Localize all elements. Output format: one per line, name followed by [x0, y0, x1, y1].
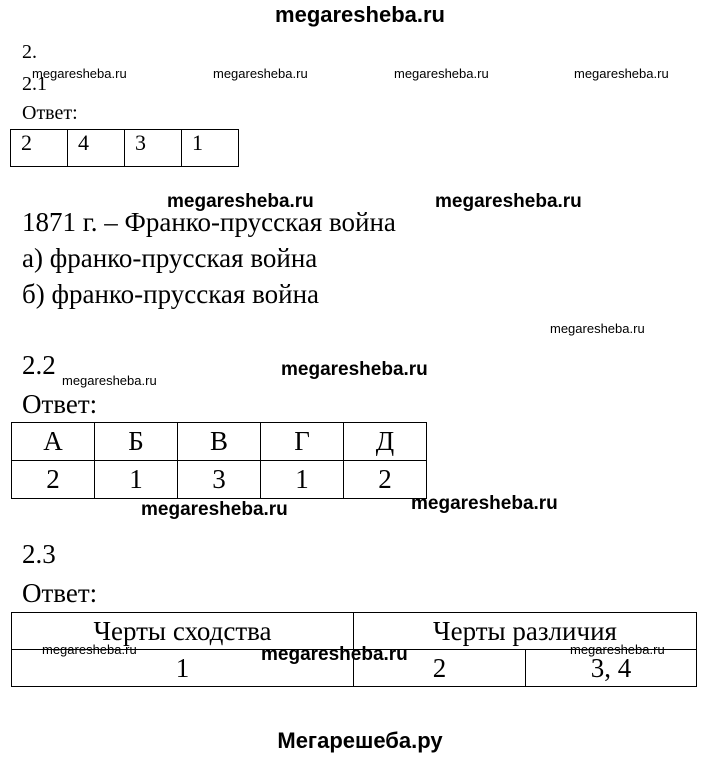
header-cell: В [178, 423, 261, 461]
answer-cell: 1 [12, 650, 354, 687]
watermark-bold: megaresheba.ru [281, 359, 428, 380]
answer-table-2-1 [10, 129, 239, 167]
header-cell: Д [344, 423, 427, 461]
watermark: megaresheba.ru [394, 66, 489, 81]
subtask-number: 2.3 [22, 539, 56, 569]
watermark-bold: megaresheba.ru [435, 191, 582, 212]
answer-cell: 3 [125, 130, 182, 167]
text-line: 1871 г. – Франко-прусская война [22, 207, 396, 237]
answer-label: Ответ: [22, 389, 98, 419]
watermark: megaresheba.ru [570, 642, 665, 657]
answer-label: Ответ: [22, 578, 98, 608]
header-cell: Б [95, 423, 178, 461]
answer-cell: 1 [261, 461, 344, 499]
answer-cell: 1 [182, 130, 239, 167]
task-number: 2. [22, 41, 37, 63]
answer-cell: 3 [178, 461, 261, 499]
header-cell: А [12, 423, 95, 461]
subtask-number: 2.1 [22, 73, 47, 95]
watermark: megaresheba.ru [32, 66, 127, 81]
answer-label: Ответ: [22, 102, 78, 124]
watermark: megaresheba.ru [550, 321, 645, 336]
watermark-bold: megaresheba.ru [261, 644, 408, 665]
answer-cell: 4 [68, 130, 125, 167]
watermark-bold: megaresheba.ru [411, 493, 558, 514]
answer-cell: 1 [95, 461, 178, 499]
header-cell-similarities: Черты сходства [12, 613, 354, 650]
watermark: megaresheba.ru [213, 66, 308, 81]
answer-cell: 2 [344, 461, 427, 499]
subtask-number: 2.2 [22, 350, 56, 380]
header-cell: Г [261, 423, 344, 461]
text-line: б) франко-прусская война [22, 279, 320, 309]
watermark: megaresheba.ru [574, 66, 669, 81]
answer-table-2-2 [11, 422, 427, 499]
site-header[interactable]: megaresheba.ru [275, 2, 445, 27]
text-line: а) франко-прусская война [22, 243, 318, 273]
answer-cell: 2 [11, 130, 68, 167]
answer-cell: 3, 4 [526, 650, 697, 687]
header-cell-differences: Черты различия [354, 613, 697, 650]
watermark: megaresheba.ru [42, 642, 137, 657]
answer-cell: 2 [354, 650, 526, 687]
answer-cell: 2 [12, 461, 95, 499]
watermark-bold: megaresheba.ru [141, 499, 288, 520]
watermark: megaresheba.ru [62, 373, 157, 388]
watermark-bold: megaresheba.ru [167, 191, 314, 212]
site-footer[interactable]: Мегарешеба.ру [277, 728, 443, 753]
